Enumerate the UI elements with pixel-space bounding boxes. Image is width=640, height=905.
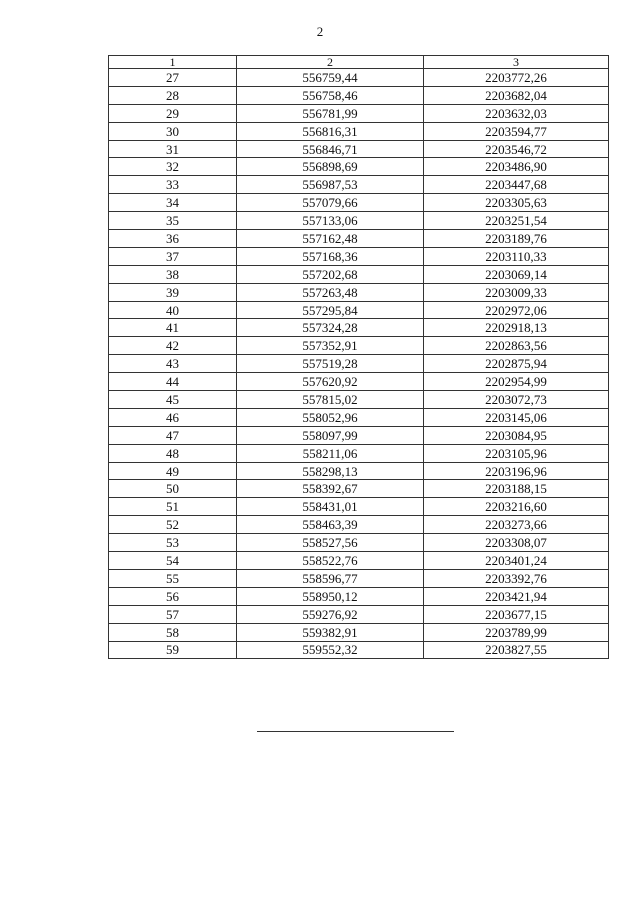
y-coordinate-cell: 2203189,76 — [424, 230, 609, 248]
y-coordinate-cell: 2202972,06 — [424, 301, 609, 319]
y-coordinate-cell: 2203273,66 — [424, 516, 609, 534]
point-number-cell: 36 — [109, 230, 237, 248]
x-coordinate-cell: 557202,68 — [237, 265, 424, 283]
table-row — [109, 230, 609, 248]
point-number-cell: 29 — [109, 104, 237, 122]
column-header-3: 3 — [424, 56, 609, 69]
x-coordinate-cell: 558052,96 — [237, 408, 424, 426]
table-row — [109, 122, 609, 140]
x-coordinate-cell: 557324,28 — [237, 319, 424, 337]
table-row — [109, 247, 609, 265]
point-number-cell: 48 — [109, 444, 237, 462]
y-coordinate-cell: 2203009,33 — [424, 283, 609, 301]
x-coordinate-cell: 557620,92 — [237, 373, 424, 391]
point-number-cell: 38 — [109, 265, 237, 283]
y-coordinate-cell: 2203196,96 — [424, 462, 609, 480]
x-coordinate-cell: 558463,39 — [237, 516, 424, 534]
x-coordinate-cell: 556987,53 — [237, 176, 424, 194]
x-coordinate-cell: 559382,91 — [237, 623, 424, 641]
point-number-cell: 47 — [109, 426, 237, 444]
x-coordinate-cell: 558298,13 — [237, 462, 424, 480]
table-row — [109, 605, 609, 623]
table-row — [109, 265, 609, 283]
table-row — [109, 480, 609, 498]
x-coordinate-cell: 556846,71 — [237, 140, 424, 158]
y-coordinate-cell: 2203677,15 — [424, 605, 609, 623]
point-number-cell: 46 — [109, 408, 237, 426]
y-coordinate-cell: 2202875,94 — [424, 355, 609, 373]
page-number: 2 — [316, 24, 324, 39]
x-coordinate-cell: 556781,99 — [237, 104, 424, 122]
table-row — [109, 552, 609, 570]
x-coordinate-cell: 556898,69 — [237, 158, 424, 176]
table-row — [109, 301, 609, 319]
x-coordinate-cell: 558211,06 — [237, 444, 424, 462]
y-coordinate-cell: 2203145,06 — [424, 408, 609, 426]
x-coordinate-cell: 557162,48 — [237, 230, 424, 248]
y-coordinate-cell: 2203486,90 — [424, 158, 609, 176]
x-coordinate-cell: 558431,01 — [237, 498, 424, 516]
y-coordinate-cell: 2203305,63 — [424, 194, 609, 212]
table-body — [109, 69, 609, 659]
y-coordinate-cell: 2203594,77 — [424, 122, 609, 140]
point-number-cell: 53 — [109, 534, 237, 552]
y-coordinate-cell: 2203308,07 — [424, 534, 609, 552]
x-coordinate-cell: 559276,92 — [237, 605, 424, 623]
table-row — [109, 587, 609, 605]
x-coordinate-cell: 558950,12 — [237, 587, 424, 605]
point-number-cell: 42 — [109, 337, 237, 355]
y-coordinate-cell: 2203546,72 — [424, 140, 609, 158]
point-number-cell: 54 — [109, 552, 237, 570]
x-coordinate-cell: 558522,76 — [237, 552, 424, 570]
y-coordinate-cell: 2203251,54 — [424, 212, 609, 230]
y-coordinate-cell: 2203772,26 — [424, 69, 609, 87]
point-number-cell: 43 — [109, 355, 237, 373]
point-number-cell: 31 — [109, 140, 237, 158]
point-number-cell: 41 — [109, 319, 237, 337]
point-number-cell: 56 — [109, 587, 237, 605]
table-row — [109, 69, 609, 87]
point-number-cell: 49 — [109, 462, 237, 480]
y-coordinate-cell: 2203105,96 — [424, 444, 609, 462]
table-row — [109, 641, 609, 659]
table-row — [109, 194, 609, 212]
table-row — [109, 498, 609, 516]
x-coordinate-cell: 558392,67 — [237, 480, 424, 498]
table-row — [109, 408, 609, 426]
column-header-1: 1 — [109, 56, 237, 69]
point-number-cell: 28 — [109, 86, 237, 104]
table-row — [109, 623, 609, 641]
point-number-cell: 52 — [109, 516, 237, 534]
coordinates-table — [108, 55, 609, 659]
point-number-cell: 27 — [109, 69, 237, 87]
table-row — [109, 373, 609, 391]
y-coordinate-cell: 2203188,15 — [424, 480, 609, 498]
x-coordinate-cell: 556758,46 — [237, 86, 424, 104]
point-number-cell: 50 — [109, 480, 237, 498]
point-number-cell: 51 — [109, 498, 237, 516]
x-coordinate-cell: 557168,36 — [237, 247, 424, 265]
x-coordinate-cell: 558097,99 — [237, 426, 424, 444]
point-number-cell: 58 — [109, 623, 237, 641]
table-header — [109, 56, 609, 69]
y-coordinate-cell: 2203072,73 — [424, 391, 609, 409]
y-coordinate-cell: 2203632,03 — [424, 104, 609, 122]
table-row — [109, 569, 609, 587]
point-number-cell: 37 — [109, 247, 237, 265]
table-row — [109, 426, 609, 444]
footer-rule — [257, 731, 454, 732]
y-coordinate-cell: 2202863,56 — [424, 337, 609, 355]
table-row — [109, 337, 609, 355]
table-row — [109, 104, 609, 122]
table-row — [109, 462, 609, 480]
table-row — [109, 86, 609, 104]
point-number-cell: 32 — [109, 158, 237, 176]
point-number-cell: 33 — [109, 176, 237, 194]
y-coordinate-cell: 2202918,13 — [424, 319, 609, 337]
header-row — [109, 56, 609, 69]
y-coordinate-cell: 2203069,14 — [424, 265, 609, 283]
table-row — [109, 516, 609, 534]
point-number-cell: 39 — [109, 283, 237, 301]
column-header-2: 2 — [237, 56, 424, 69]
point-number-cell: 35 — [109, 212, 237, 230]
x-coordinate-cell: 557133,06 — [237, 212, 424, 230]
table-row — [109, 391, 609, 409]
y-coordinate-cell: 2203447,68 — [424, 176, 609, 194]
point-number-cell: 57 — [109, 605, 237, 623]
y-coordinate-cell: 2203421,94 — [424, 587, 609, 605]
table-row — [109, 355, 609, 373]
table-row — [109, 319, 609, 337]
x-coordinate-cell: 559552,32 — [237, 641, 424, 659]
y-coordinate-cell: 2203827,55 — [424, 641, 609, 659]
y-coordinate-cell: 2203682,04 — [424, 86, 609, 104]
point-number-cell: 45 — [109, 391, 237, 409]
x-coordinate-cell: 558527,56 — [237, 534, 424, 552]
x-coordinate-cell: 556816,31 — [237, 122, 424, 140]
point-number-cell: 44 — [109, 373, 237, 391]
y-coordinate-cell: 2202954,99 — [424, 373, 609, 391]
table-row — [109, 212, 609, 230]
table-row — [109, 158, 609, 176]
y-coordinate-cell: 2203789,99 — [424, 623, 609, 641]
y-coordinate-cell: 2203392,76 — [424, 569, 609, 587]
y-coordinate-cell: 2203084,95 — [424, 426, 609, 444]
table-row — [109, 176, 609, 194]
table-row — [109, 140, 609, 158]
table-row — [109, 444, 609, 462]
x-coordinate-cell: 557263,48 — [237, 283, 424, 301]
x-coordinate-cell: 556759,44 — [237, 69, 424, 87]
point-number-cell: 30 — [109, 122, 237, 140]
y-coordinate-cell: 2203401,24 — [424, 552, 609, 570]
x-coordinate-cell: 557079,66 — [237, 194, 424, 212]
table-row — [109, 534, 609, 552]
point-number-cell: 55 — [109, 569, 237, 587]
table-row — [109, 283, 609, 301]
x-coordinate-cell: 557519,28 — [237, 355, 424, 373]
y-coordinate-cell: 2203110,33 — [424, 247, 609, 265]
point-number-cell: 59 — [109, 641, 237, 659]
x-coordinate-cell: 557295,84 — [237, 301, 424, 319]
y-coordinate-cell: 2203216,60 — [424, 498, 609, 516]
point-number-cell: 40 — [109, 301, 237, 319]
x-coordinate-cell: 557352,91 — [237, 337, 424, 355]
x-coordinate-cell: 558596,77 — [237, 569, 424, 587]
point-number-cell: 34 — [109, 194, 237, 212]
x-coordinate-cell: 557815,02 — [237, 391, 424, 409]
